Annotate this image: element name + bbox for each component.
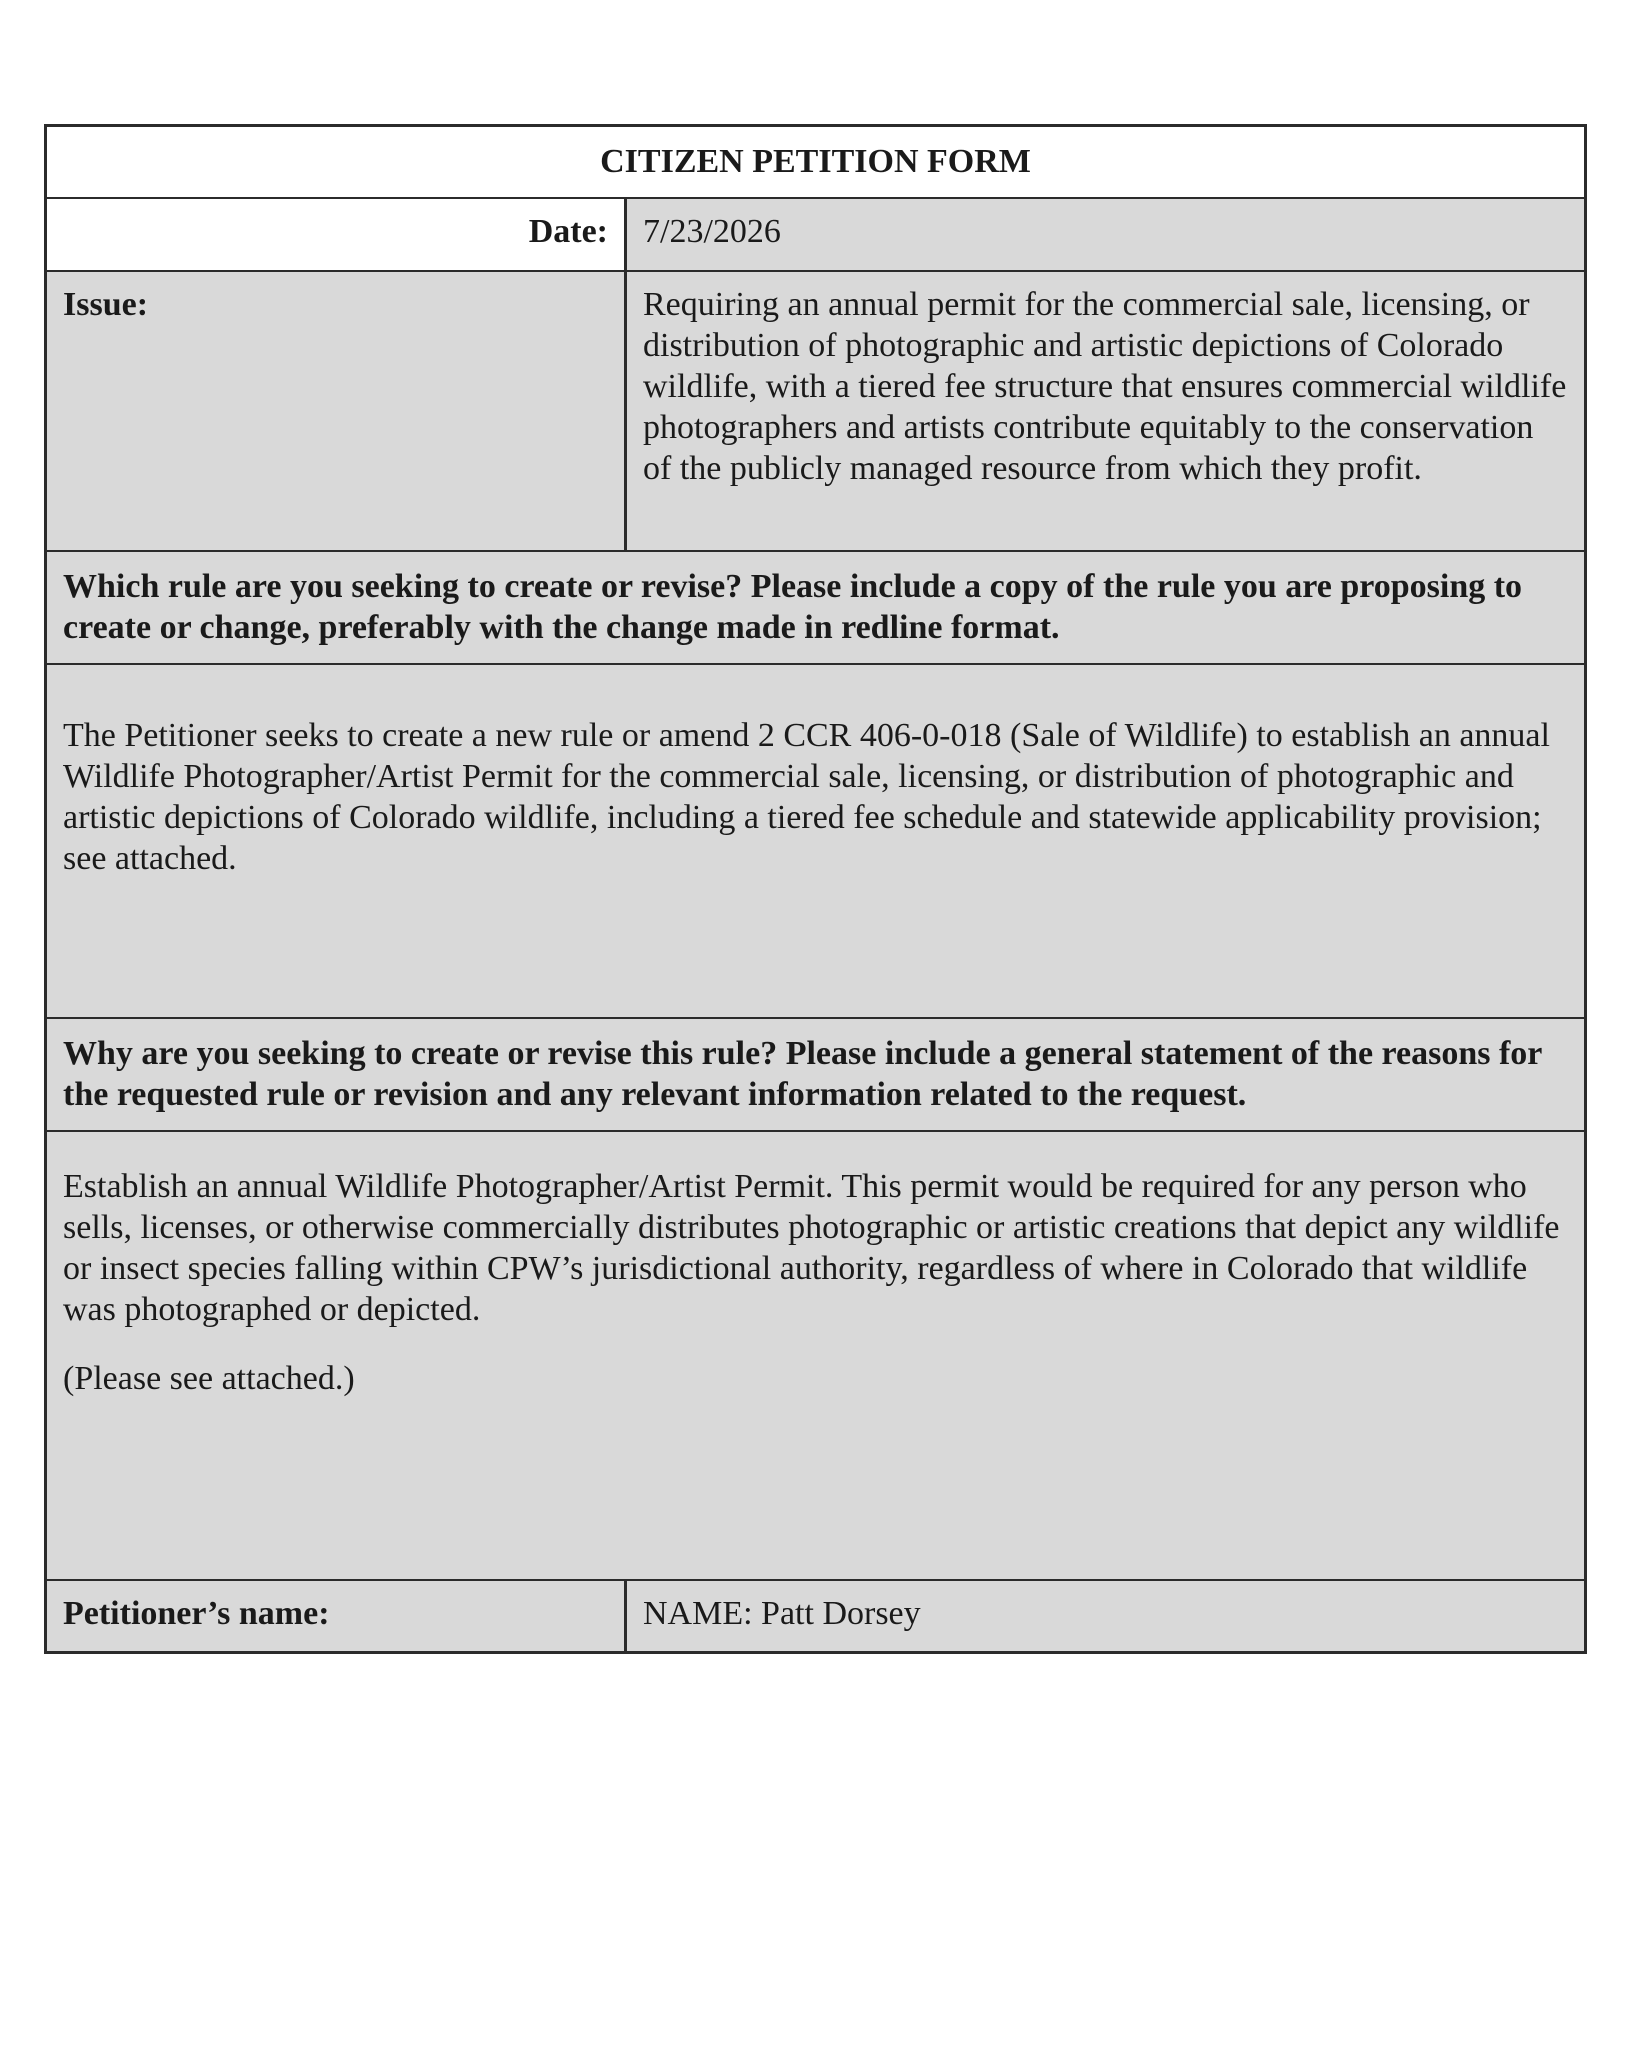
answer-reason <box>47 1132 1584 1579</box>
form-title: CITIZEN PETITION FORM <box>47 127 1584 197</box>
issue-text: Requiring an annual permit for the commercial sale, licensing, or distribution of photographic and artistic depictions of Colorado wildlife, with a tiered fee structure that ensures commercial wildlife photographers and artists contribute equitably to the conservation of the publicly managed resource from which they profit. <box>627 272 1584 550</box>
question-rule: Which rule are you seeking to create or revise? Please include a copy of the rule you are proposing to create or change, preferably with the change made in redline format. <box>47 552 1584 663</box>
question-reason-row <box>47 1017 1584 1130</box>
petitioner-name: NAME: Patt Dorsey <box>627 1581 1584 1651</box>
question-reason: Why are you seeking to create or revise this rule? Please include a general statement of the reasons for the requested rule or revision and any relevant information related to the request. <box>47 1019 1584 1130</box>
answer-rule-row <box>47 663 1584 1017</box>
issue-row <box>47 270 1584 550</box>
date-value: 7/23/2026 <box>627 199 1584 270</box>
question-rule-row <box>47 550 1584 663</box>
answer-reason-row <box>47 1130 1584 1579</box>
date-row <box>47 197 1584 270</box>
citizen-petition-form <box>44 124 1587 1654</box>
answer-reason-paragraph: Establish an annual Wildlife Photographer/Artist Permit. This permit would be required for any person who sells, licenses, or otherwise commercially distributes photographic or artistic creations that depict any wildlife or insect species falling within CPW’s jurisdictional authority, regardless of where in Colorado that wildlife was photographed or depicted. <box>63 1168 1560 1328</box>
issue-label: Issue: <box>47 272 627 550</box>
form-title-row <box>47 127 1584 197</box>
petitioner-label: Petitioner’s name: <box>47 1581 627 1651</box>
answer-rule: The Petitioner seeks to create a new rule or amend 2 CCR 406-0-018 (Sale of Wildlife) to establish an annual Wildlife Photographer/Artist Permit for the commercial sale, licensing, or distribution of photographic and artistic depictions of Colorado wildlife, including a tiered fee schedule and statewide applicability provision; see attached. <box>47 665 1584 1017</box>
petitioner-row <box>47 1579 1584 1651</box>
answer-reason-note: (Please see attached.) <box>63 1360 355 1397</box>
date-label: Date: <box>47 199 627 270</box>
